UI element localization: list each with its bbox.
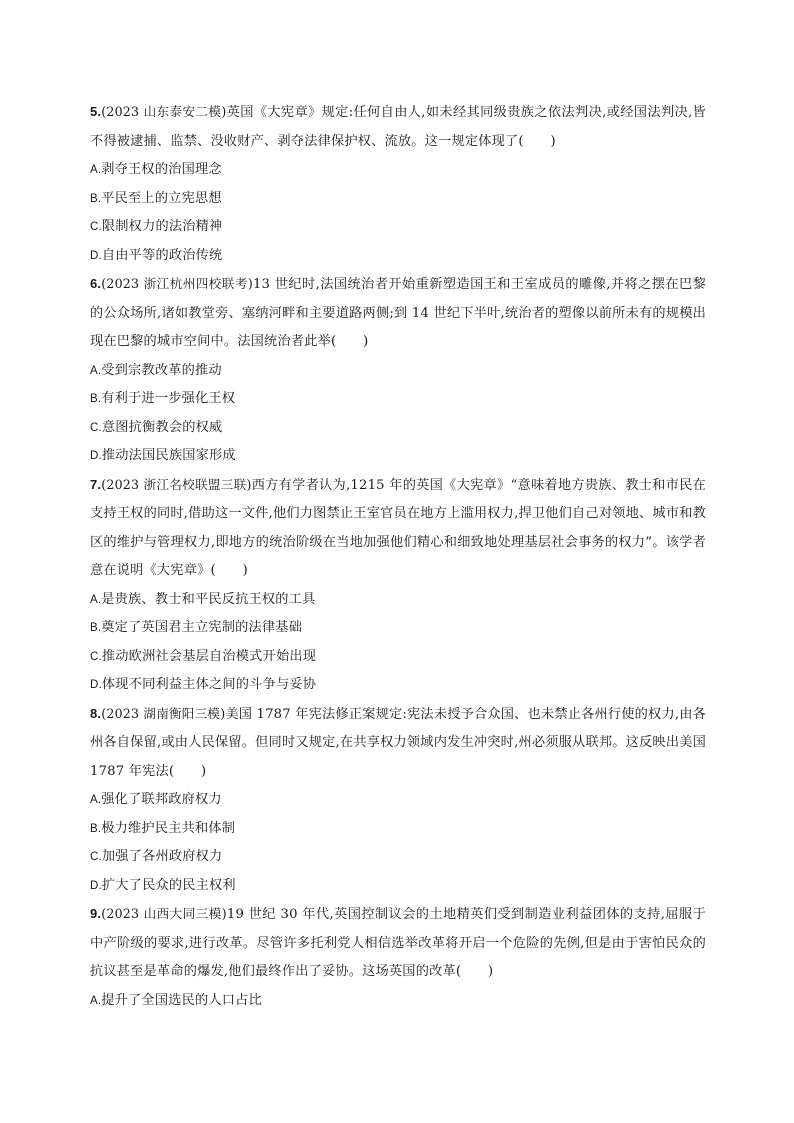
- option-text: 提升了全国选民的人口占比: [101, 992, 262, 1008]
- option-a[interactable]: [90, 156, 706, 185]
- question-7: [90, 471, 706, 700]
- option-a[interactable]: [90, 786, 706, 815]
- option-c[interactable]: [90, 213, 706, 242]
- question-stem: [90, 700, 706, 787]
- option-d[interactable]: [90, 872, 706, 901]
- question-source: (2023 浙江杭州四校联考): [101, 276, 253, 291]
- option-a[interactable]: [90, 586, 706, 615]
- question-stem: [90, 900, 706, 987]
- option-letter: D.: [90, 249, 102, 262]
- option-text: 自由平等的政治传统: [101, 247, 223, 263]
- question-stem: [90, 471, 706, 586]
- option-b[interactable]: [90, 614, 706, 643]
- option-letter: B.: [90, 192, 102, 205]
- option-text: 加强了各州政府权力: [101, 849, 223, 864]
- option-text: 意图抗衡教会的权威: [101, 419, 223, 435]
- option-letter: A.: [90, 364, 102, 377]
- question-text: 英国《大宪章》规定:任何自由人,如未经其同级贵族之依法判决,或经国法判决,皆不得被逮捕、监禁、没收财产、剥夺法律保护权、流放。这一规定体现了( ): [90, 105, 706, 149]
- question-stem: [90, 270, 706, 357]
- option-text: 限制权力的法治精神: [101, 219, 223, 234]
- option-text: 平民至上的立宪思想: [101, 190, 222, 206]
- option-d[interactable]: [90, 242, 706, 271]
- option-letter: C.: [90, 851, 102, 863]
- option-text: 剥夺王权的治国理念: [101, 162, 222, 177]
- question-text: 西方有学者认为,1215 年的英国《大宪章》“意味着地方贵族、教士和市民在支持王权的同时,借助这一文件,他们力图禁止王室官员在地方上滥用权力,捍卫他们自己对领地、城市和教区的维护与管理权力,即地方的统治阶级在当地加强他们精心和细致地处理基层社会事务的权力”。该学者意在说明《大宪章》( ): [90, 477, 706, 578]
- question-number: 9.: [90, 906, 102, 921]
- question-8: [90, 700, 706, 901]
- option-letter: A.: [90, 794, 102, 806]
- option-text: 推动法国民族国家形成: [101, 448, 236, 463]
- option-c[interactable]: [90, 843, 706, 872]
- question-9: [90, 900, 706, 1015]
- option-text: 推动欧洲社会基层自治模式开始出现: [101, 648, 317, 664]
- question-source: (2023 湖南衡阳三模): [101, 705, 226, 721]
- option-text: 有利于进一步强化王权: [101, 391, 236, 406]
- question-source: (2023 山东泰安二模): [101, 104, 227, 119]
- option-a[interactable]: [90, 357, 706, 386]
- option-letter: A.: [90, 164, 102, 176]
- option-letter: A.: [90, 593, 102, 606]
- option-letter: C.: [90, 221, 102, 233]
- option-text: 是贵族、教士和平民反抗王权的工具: [101, 591, 316, 607]
- question-number: 8.: [90, 705, 102, 721]
- option-text: 扩大了民众的民主权利: [101, 877, 236, 893]
- option-text: 极力维护民主共和体制: [101, 820, 236, 836]
- question-number: 7.: [90, 476, 102, 492]
- option-d[interactable]: [90, 442, 706, 471]
- option-b[interactable]: [90, 815, 706, 844]
- option-letter: D.: [90, 879, 102, 892]
- question-text: 19 世纪 30 年代,英国控制议会的土地精英们受到制造业利益团体的支持,屈服于中产阶级的要求,进行改革。尽管许多托利党人相信选举改革将开启一个危险的先例,但是由于害怕民众的抗议甚至是革命的爆发,他们最终作出了妥协。这场英国的改革( ): [90, 907, 706, 979]
- question-source: (2023 山西大同三模): [101, 906, 227, 921]
- question-stem: [90, 98, 706, 156]
- question-number: 6.: [90, 276, 102, 291]
- question-text: 13 世纪时,法国统治者开始重新塑造国王和王室成员的雕像,并将之摆在巴黎的公众场所,诸如教堂旁、塞纳河畔和主要道路两侧;到 14 世纪下半叶,统治者的塑像以前所未有的规模出现在巴黎的城市空间中。法国统治者此举( ): [90, 277, 706, 349]
- option-letter: C.: [90, 421, 102, 434]
- question-page: [90, 98, 706, 1015]
- option-letter: B.: [90, 822, 102, 835]
- question-source: (2023 浙江名校联盟三联): [101, 476, 252, 492]
- option-text: 强化了联邦政府权力: [101, 792, 222, 807]
- option-letter: D.: [90, 679, 102, 691]
- option-text: 体现不同利益主体之间的斗争与妥协: [101, 677, 317, 692]
- option-letter: C.: [90, 650, 102, 663]
- option-b[interactable]: [90, 385, 706, 414]
- option-letter: B.: [90, 393, 102, 405]
- option-letter: A.: [90, 994, 102, 1007]
- option-letter: B.: [90, 622, 102, 634]
- option-c[interactable]: [90, 643, 706, 672]
- option-letter: D.: [90, 450, 102, 462]
- option-b[interactable]: [90, 185, 706, 214]
- option-text: 奠定了英国君主立宪制的法律基础: [101, 620, 303, 635]
- question-5: [90, 98, 706, 270]
- option-text: 受到宗教改革的推动: [101, 362, 222, 378]
- option-c[interactable]: [90, 414, 706, 443]
- question-text: 美国 1787 年宪法修正案规定:宪法未授予合众国、也未禁止各州行使的权力,由各州各自保留,或由人民保留。但同时又规定,在共享权力领域内发生冲突时,州必须服从联邦。这反映出美国 1787 年宪法( ): [90, 706, 707, 779]
- question-6: [90, 270, 706, 471]
- option-a[interactable]: [90, 987, 706, 1016]
- question-number: 5.: [90, 104, 102, 119]
- option-d[interactable]: [90, 671, 706, 700]
